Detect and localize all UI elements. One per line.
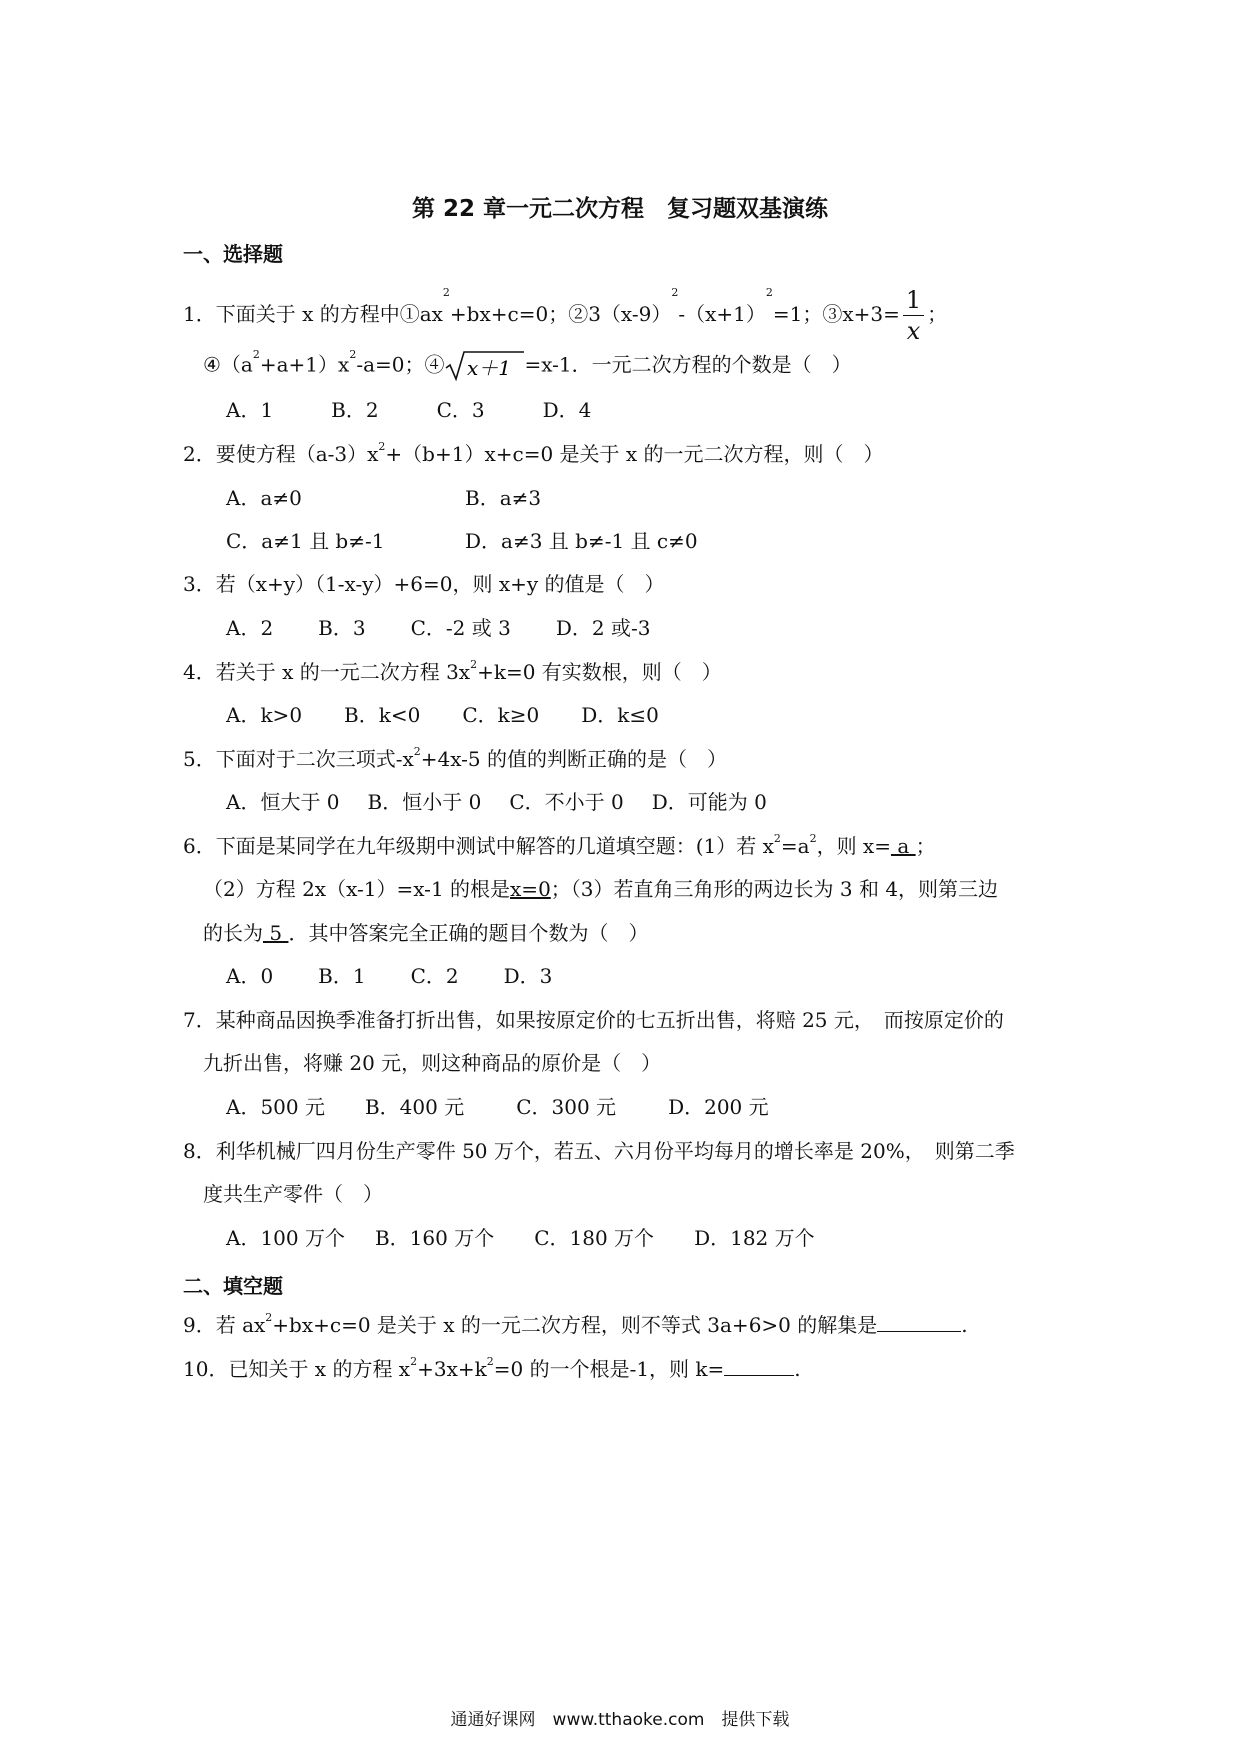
option-a: A．k>0: [226, 703, 303, 727]
option-b: B．k<0: [344, 703, 421, 727]
question-3-options: [226, 616, 650, 640]
option-d: D．3: [503, 964, 553, 988]
question-5: 5．下面对于二次三项式$-x^2+4x-5$ 的值的判断正确的是（ ）: [183, 745, 728, 771]
option-b: B．3: [318, 616, 366, 640]
section-heading-choice: 一、选择题: [183, 242, 283, 266]
question-6-line-1: 6．下面是某同学在九年级期中测试中解答的几道填空题：(1）若 $x^2=a^2$，则 x= a ；: [183, 832, 936, 858]
svg-text:x＋1: x＋1: [467, 356, 512, 380]
answer-blank-3: 5: [263, 921, 289, 945]
option-b: B．160 万个: [374, 1226, 495, 1250]
question-8-line-2: 度共生产零件（ ）: [203, 1182, 383, 1206]
question-1-options: [226, 398, 591, 422]
option-a: A．0: [226, 964, 274, 988]
question-7-options: [226, 1095, 769, 1119]
fraction-one-over-x: $\frac{1}{x}$: [903, 288, 924, 343]
question-2-option-d: D．a≠3 且 b≠-1 且 c≠0: [465, 529, 698, 553]
option-a: A．1: [226, 398, 274, 422]
question-1-line-1: 1．下面关于 x 的方程中$①ax^2+bx+c=0$；$②3(x-9)^2-(x+1)^2=1$；③x+3= $\frac{1}{x}$ ；: [183, 286, 948, 345]
answer-blank[interactable]: [877, 1313, 961, 1332]
question-7-line-1: 7．某种商品因换季准备打折出售，如果按原定价的七五折出售，将赔 25 元， 而按原定价的: [183, 1008, 1004, 1032]
option-d: D．2 或-3: [555, 616, 651, 640]
option-c: C．不小于 0: [509, 790, 624, 814]
answer-blank-2: x=0: [510, 877, 551, 901]
question-9: 9．若 $ax^2+bx+c=0$ 是关于 x 的一元二次方程，则不等式 3a+6>0 的解集是 .: [183, 1311, 968, 1337]
question-2-option-c: C．a≠1 且 b≠-1: [226, 529, 385, 553]
page-title: 第 22 章一元二次方程 复习题双基演练: [411, 196, 829, 222]
question-1-line-2: $④(a^2+a+1)x^2-a=0$；④ x＋1 =x-1．一元二次方程的个数是（ ）: [203, 348, 852, 380]
answer-blank[interactable]: [724, 1357, 794, 1376]
option-c: C．3: [436, 398, 485, 422]
option-d: D．k≤0: [581, 703, 659, 727]
option-a: A．500 元: [226, 1095, 325, 1119]
answer-blank-1: a: [890, 834, 916, 858]
option-a: A．2: [226, 616, 274, 640]
option-c: C．180 万个: [534, 1226, 655, 1250]
option-d: D．可能为 0: [651, 790, 767, 814]
option-a: A．100 万个: [226, 1226, 345, 1250]
option-c: C．2: [410, 964, 459, 988]
question-6-line-3: 的长为 5 ．其中答案完全正确的题目个数为（ ）: [203, 921, 649, 945]
option-c: C．-2 或 3: [410, 616, 511, 640]
question-2-option-b: B．a≠3: [465, 486, 542, 510]
question-2-options-row-1: [226, 486, 302, 510]
option-b: B．2: [331, 398, 379, 422]
option-a: A．a≠0: [226, 486, 302, 510]
option-b: B．1: [318, 964, 366, 988]
option-c: C．k≥0: [462, 703, 540, 727]
option-a: A．恒大于 0: [226, 790, 340, 814]
question-4: 4．若关于 x 的一元二次方程 $3x^2+k=0$ 有实数根，则（ ）: [183, 658, 722, 684]
question-10: 10．已知关于 x 的方程 $x^2+3x+k^2=0$ 的一个根是-1，则 k= .: [183, 1355, 801, 1381]
page-footer: 通通好课网 www.tthaoke.com 提供下载: [450, 1710, 790, 1730]
option-d: D．4: [542, 398, 592, 422]
option-d: D．182 万个: [694, 1226, 815, 1250]
option-d: D．200 元: [668, 1095, 769, 1119]
question-6-options: [226, 964, 552, 988]
question-2: 2．要使方程$(a-3)x^2+(b+1)x+c=0$ 是关于 x 的一元二次方程，则（ ）: [183, 440, 884, 466]
question-4-options: [226, 703, 659, 727]
question-8-options: [226, 1226, 815, 1250]
square-root-expression: [444, 350, 524, 382]
option-c: C．300 元: [516, 1095, 617, 1119]
question-7-line-2: 九折出售，将赚 20 元，则这种商品的原价是（ ）: [203, 1051, 662, 1075]
option-b: B．恒小于 0: [367, 790, 482, 814]
question-6-line-2: （2）方程 2x（x-1）=x-1 的根是x=0；（3）若直角三角形的两边长为 3 和 4，则第三边: [203, 877, 999, 901]
section-heading-fill-in: 二、填空题: [183, 1274, 283, 1298]
question-5-options: [226, 790, 767, 814]
option-b: B．400 元: [364, 1095, 465, 1119]
question-8-line-1: 8．利华机械厂四月份生产零件 50 万个，若五、六月份平均每月的增长率是 20%， 则第二季: [183, 1139, 1015, 1163]
question-3: 3．若（x+y）（1-x-y）+6=0，则 x+y 的值是（ ）: [183, 572, 665, 596]
